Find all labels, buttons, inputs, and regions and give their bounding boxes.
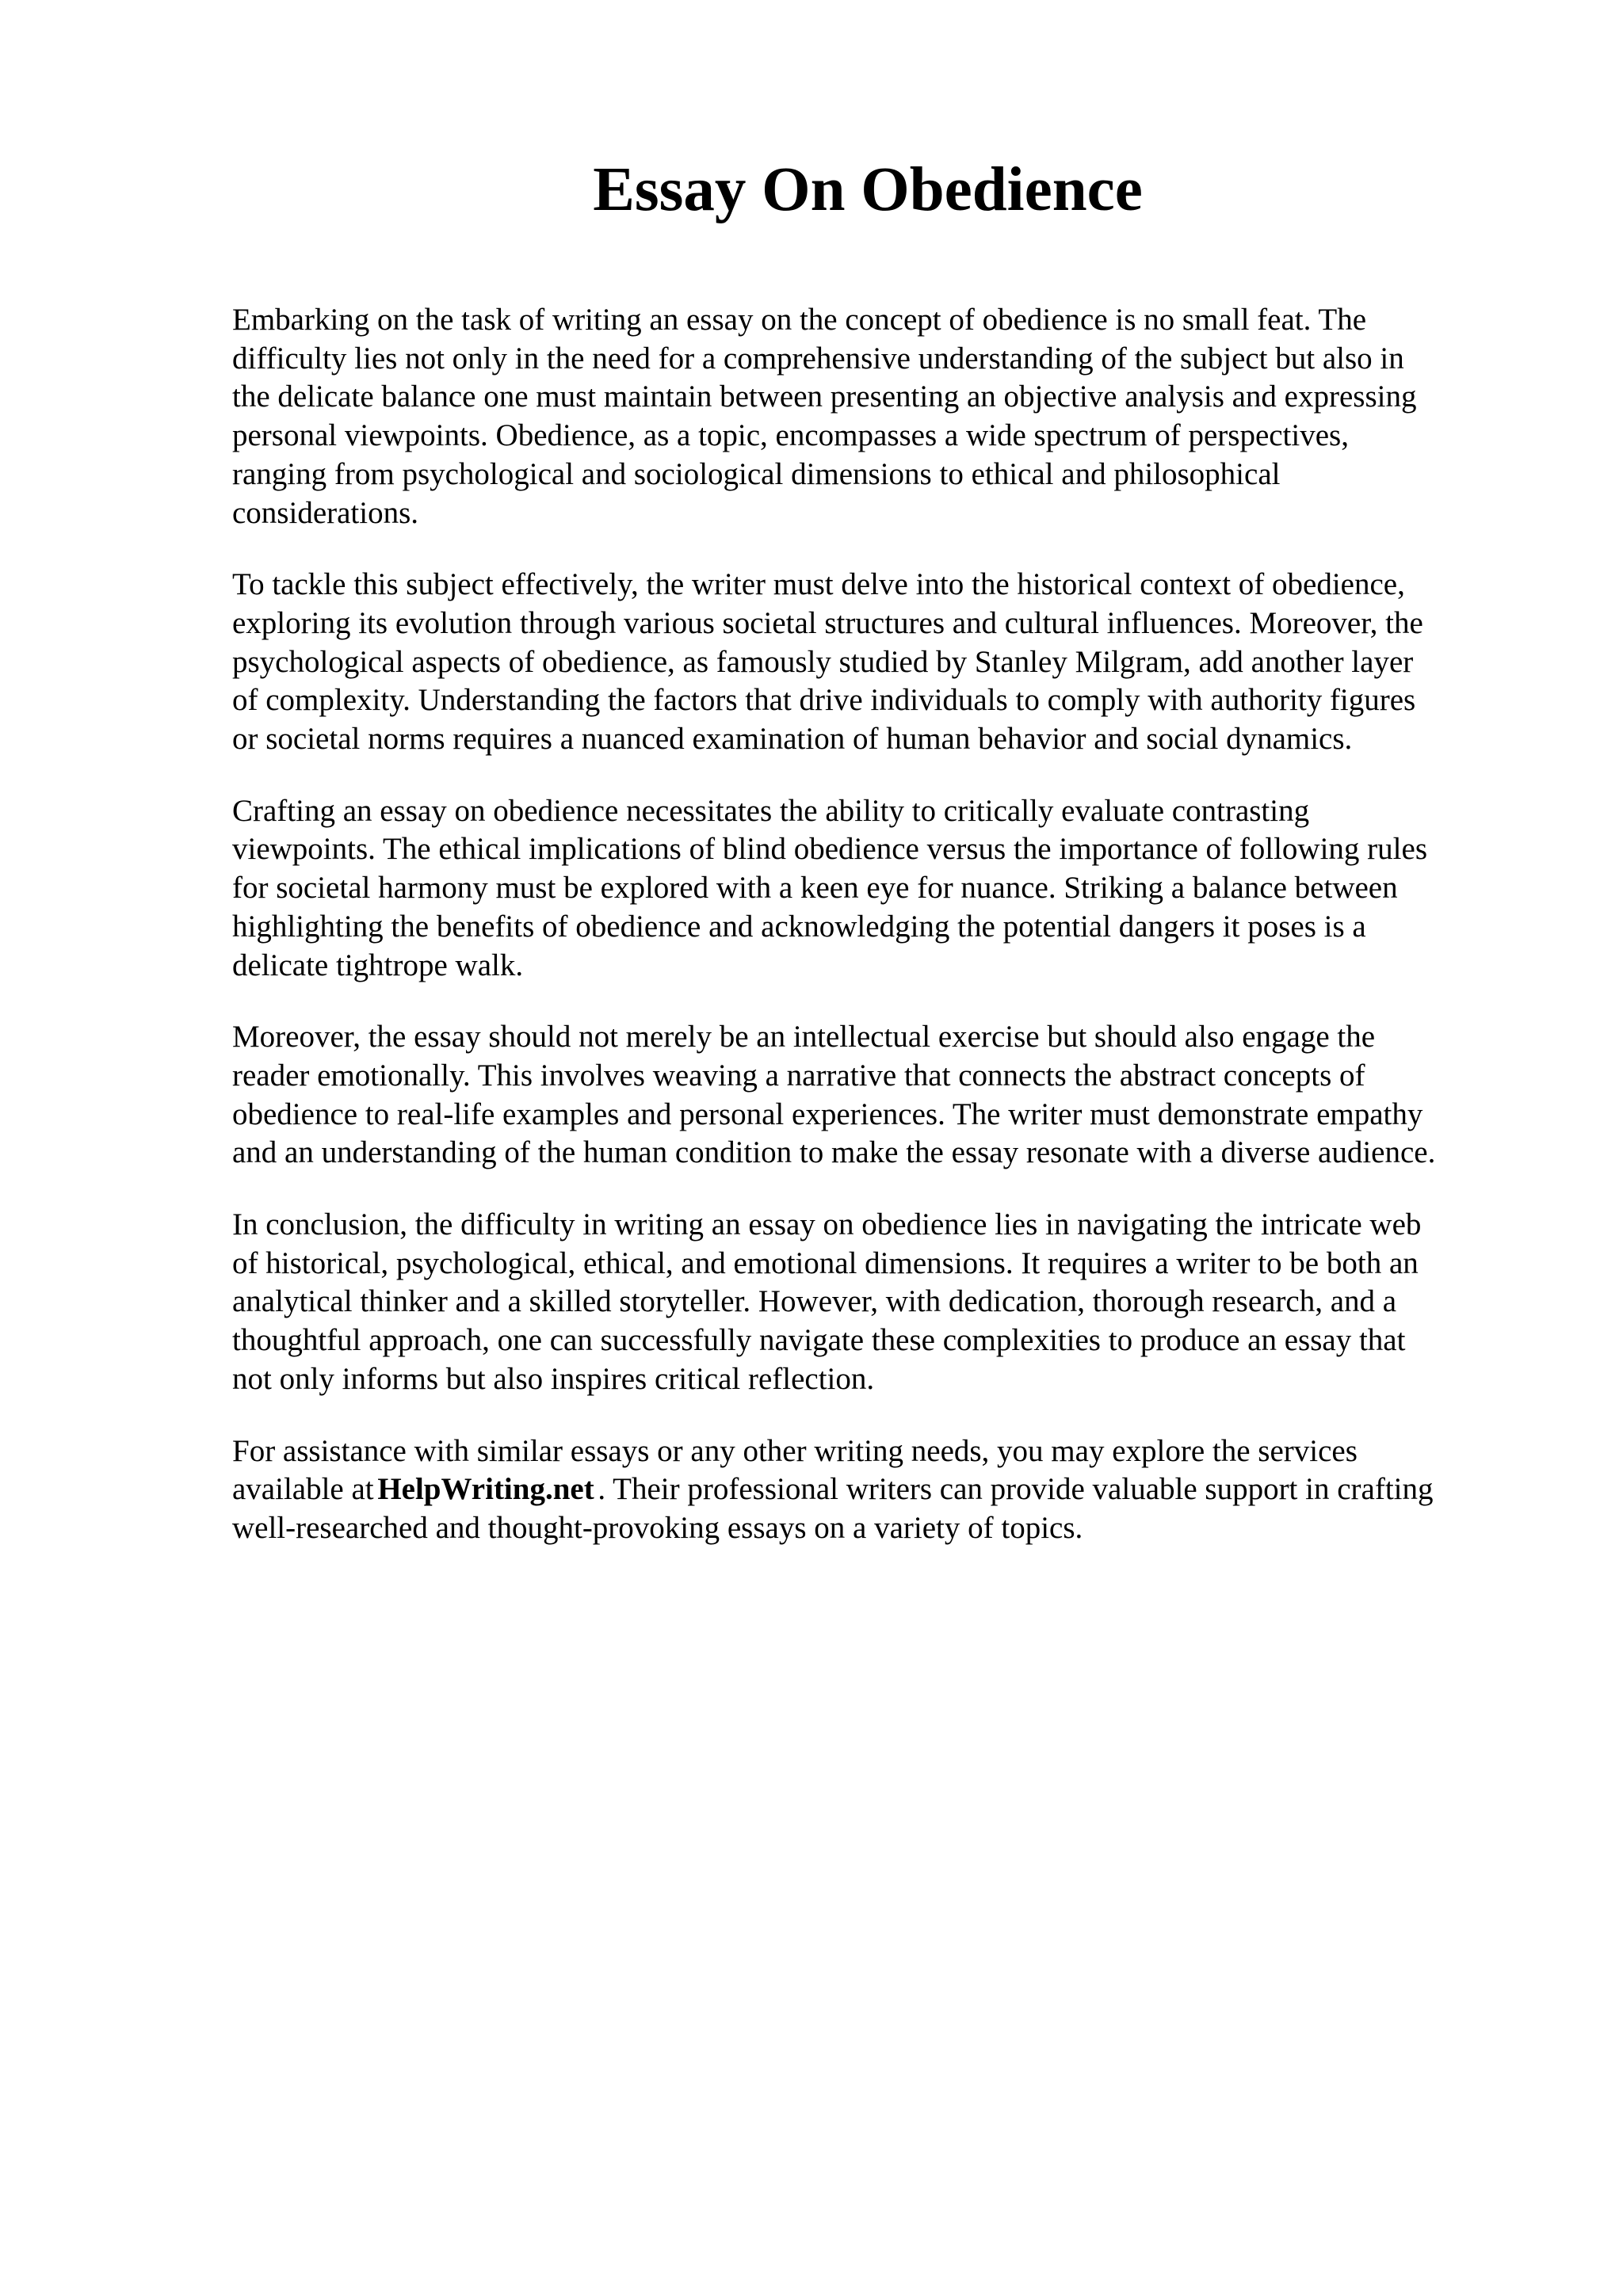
text-line: Embarking on the task of writing an essay on the concept of obedience is no small feat. The xyxy=(232,303,1367,337)
text-line: the delicate balance one must maintain between presenting an objective analysis and expressing xyxy=(232,379,1417,414)
text-line: viewpoints. The ethical implications of blind obedience versus the importance of following rules xyxy=(232,832,1427,867)
text-line: obedience to real-life examples and personal experiences. The writer must demonstrate empathy xyxy=(232,1097,1423,1131)
paragraph-1 xyxy=(232,301,1532,532)
text-line: psychological aspects of obedience, as famously studied by Stanley Milgram, add another layer xyxy=(232,644,1414,679)
paragraph-3 xyxy=(232,792,1532,986)
text-line: of complexity. Understanding the factors that drive individuals to comply with authority figures xyxy=(232,683,1416,718)
text-line: Crafting an essay on obedience necessitates the ability to critically evaluate contrasting xyxy=(232,793,1310,828)
text-line: not only informs but also inspires critical reflection. xyxy=(232,1361,875,1396)
text-line: delicate tightrope walk. xyxy=(232,948,524,982)
paragraph-2 xyxy=(232,566,1532,759)
text-line: or societal norms requires a nuanced examination of human behavior and social dynamics. xyxy=(232,722,1353,757)
text-line: considerations. xyxy=(232,495,419,530)
essay-title: Essay On Obedience xyxy=(593,155,1143,224)
helpwriting-link[interactable]: HelpWriting.net xyxy=(377,1472,594,1507)
text-line: ranging from psychological and sociological dimensions to ethical and philosophical xyxy=(232,456,1281,491)
text-line: difficulty lies not only in the need for a comprehensive understanding of the subject but also in xyxy=(232,341,1404,376)
text-line: and an understanding of the human condition to make the essay resonate with a diverse audience. xyxy=(232,1135,1436,1170)
text-line: for societal harmony must be explored with a keen eye for nuance. Striking a balance between xyxy=(232,871,1398,906)
text-line: exploring its evolution through various societal structures and cultural influences. Moreover, the xyxy=(232,605,1423,640)
text-line xyxy=(232,1470,1532,1509)
text-line: analytical thinker and a skilled storyteller. However, with dedication, thorough research, and a xyxy=(232,1284,1397,1319)
text-line: To tackle this subject effectively, the writer must delve into the historical context of obedience, xyxy=(232,567,1405,602)
paragraph-4 xyxy=(232,1018,1532,1173)
text-line: highlighting the benefits of obedience and acknowledging the potential dangers it poses is a xyxy=(232,909,1366,944)
text-line: thoughtful approach, one can successfully navigate these complexities to produce an essay that xyxy=(232,1323,1406,1358)
text-line: Moreover, the essay should not merely be an intellectual exercise but should also engage the xyxy=(232,1020,1376,1055)
closing-paragraph xyxy=(232,1432,1532,1548)
essay-body xyxy=(232,301,1532,1581)
text-line: well-researched and thought-provoking essays on a variety of topics. xyxy=(232,1510,1083,1545)
text-line: personal viewpoints. Obedience, as a topic, encompasses a wide spectrum of perspectives, xyxy=(232,418,1349,453)
text-line: reader emotionally. This involves weaving a narrative that connects the abstract concepts of xyxy=(232,1058,1365,1093)
text-line: For assistance with similar essays or any other writing needs, you may explore the services xyxy=(232,1433,1358,1468)
closing-suffix: . Their professional writers can provide valuable support in crafting xyxy=(598,1472,1434,1507)
paragraph-5 xyxy=(232,1206,1532,1399)
text-line: In conclusion, the difficulty in writing an essay on obedience lies in navigating the intricate web xyxy=(232,1207,1422,1242)
closing-prefix: available at xyxy=(232,1472,374,1507)
text-line: of historical, psychological, ethical, and emotional dimensions. It requires a writer to be both an xyxy=(232,1245,1419,1280)
